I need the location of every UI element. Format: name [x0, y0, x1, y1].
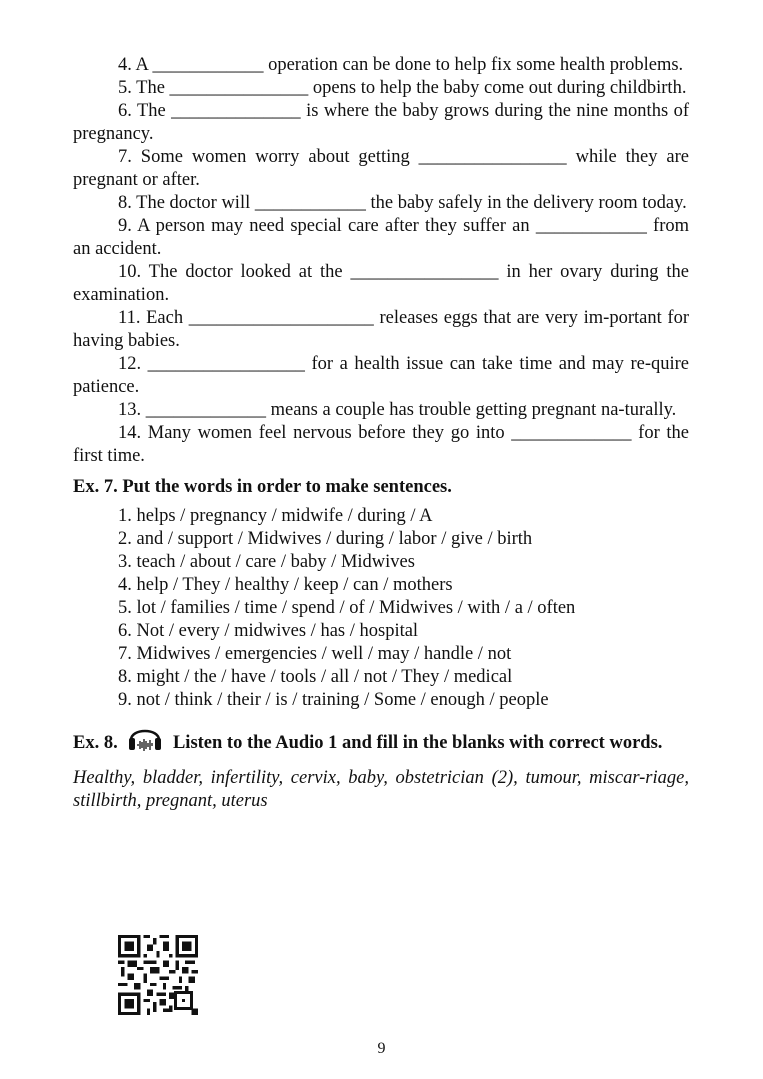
exercise-6-item: 9. A person may need special care after they suffer an ____________ from an accident. — [73, 216, 689, 259]
exercise-7-item: 7. Midwives / emergencies / well / may / handle / not — [118, 644, 512, 664]
headphones-icon — [126, 722, 164, 761]
exercise-6-item: 11. Each ____________________ releases eggs that are very im-portant for having babies. — [73, 308, 689, 351]
exercise-6-list — [73, 54, 689, 468]
qr-code-icon — [118, 935, 198, 1015]
exercise-7-heading: Ex. 7. Put the words in order to make sentences. — [73, 477, 452, 497]
exercise-7-item: 4. help / They / healthy / keep / can / mothers — [118, 575, 453, 595]
exercise-6-item: 6. The ______________ is where the baby grows during the nine months of pregnancy. — [73, 101, 689, 144]
word-bank: Healthy, bladder, infertility, cervix, baby, obstetrician (2), tumour, miscar-riage, stillbirth, pregnant, uterus — [73, 768, 689, 811]
exercise-7-item: 1. helps / pregnancy / midwife / during / A — [118, 506, 433, 526]
exercise-7-item: 8. might / the / have / tools / all / not / They / medical — [118, 667, 513, 687]
exercise-6-item: 14. Many women feel nervous before they go into _____________ for the first time. — [73, 423, 689, 466]
exercise-6-item: 4. A ____________ operation can be done to help fix some health problems. — [118, 55, 684, 75]
page-number: 9 — [377, 1040, 386, 1057]
exercise-6-item: 5. The _______________ opens to help the baby come out during childbirth. — [118, 78, 687, 98]
exercise-7-item: 9. not / think / their / is / training / Some / enough / people — [118, 690, 549, 710]
exercise-8-label: Ex. 8. — [73, 733, 118, 753]
exercise-6-item: 12. _________________ for a health issue can take time and may re-quire patience. — [73, 354, 689, 397]
exercise-7-list — [73, 505, 689, 712]
exercise-6-item: 7. Some women worry about getting ________________ while they are pregnant or after. — [73, 147, 689, 190]
exercise-7-item: 6. Not / every / midwives / has / hospital — [118, 621, 419, 641]
exercise-6-item: 13. _____________ means a couple has trouble getting pregnant na-turally. — [118, 400, 677, 420]
exercise-7-item: 5. lot / families / time / spend / of / Midwives / with / a / often — [118, 598, 576, 618]
exercise-6-item: 8. The doctor will ____________ the baby safely in the delivery room today. — [118, 193, 687, 213]
exercise-7-item: 2. and / support / Midwives / during / labor / give / birth — [118, 529, 533, 549]
exercise-8-instruction: Listen to the Audio 1 and fill in the blanks with correct words. — [172, 733, 663, 753]
exercise-7-item: 3. teach / about / care / baby / Midwives — [118, 552, 415, 572]
exercise-6-item: 10. The doctor looked at the ________________ in her ovary during the examination. — [73, 262, 689, 305]
exercise-8-heading — [73, 722, 689, 761]
page-content — [73, 54, 689, 813]
